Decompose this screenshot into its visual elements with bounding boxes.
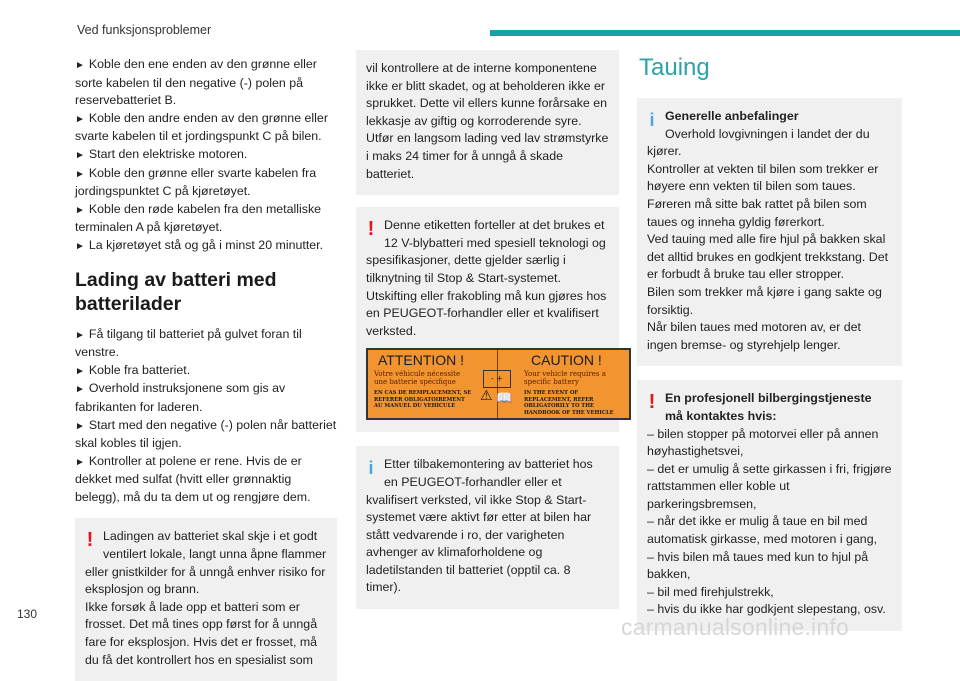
section-title: Tauing — [639, 54, 710, 81]
step-text: Kontroller at polene er rene. Hvis de er dekket med sulfat (hvitt eller grønnaktig belegg), må du ta dem ut og rengjøre dem. — [75, 453, 311, 504]
page-number: 130 — [17, 607, 38, 621]
section-heading: Lading av batteri med batterilader — [75, 268, 277, 315]
step-item — [75, 326, 337, 362]
step-item — [75, 110, 337, 146]
battery-label-image — [366, 348, 631, 420]
continued-text: vil kontrollere at de interne komponentene ikke er blitt skadet, og at beholderen ikke er sprukket. Dette vil ellers kunne forårsake en lekkasje av giftig og korroderende syre. Utfør en langsom lading ved lav strømstyrke i maks 24 timer for å unngå å skade batteriet. — [366, 61, 609, 181]
label-en-small: IN THE EVENT OF REPLACEMENT, REFER OBLIGATORILY TO THE HANDBOOK OF THE VEHICLE — [524, 390, 614, 416]
column-1 — [75, 56, 337, 681]
warning-icon: ! — [648, 391, 656, 414]
warning-list-item: – bilen stopper på motorvei eller på annen høyhastighetsvei, — [647, 426, 879, 459]
warning-list — [647, 426, 892, 620]
arrow-icon: ► — [75, 384, 85, 396]
warning-list-item: – bil med firehjulstrekk, — [647, 584, 774, 599]
info-title: Generelle anbefalinger — [665, 109, 799, 123]
watermark: carmanualsonline.info — [621, 614, 849, 640]
step-text: Koble fra batteriet. — [88, 362, 191, 377]
column-2 — [356, 50, 619, 609]
info-box-general — [637, 98, 902, 366]
step-text: Koble den ene enden av den grønne eller sorte kabelen til den negative (-) polen på reservebatteriet B. — [75, 57, 317, 108]
arrow-icon: ► — [75, 329, 85, 341]
step-text: Overhold instruksjonene som gis av fabrikanten for laderen. — [75, 381, 286, 414]
warning-box-towing — [637, 380, 902, 631]
label-en-sub: Your vehicle requires a specific battery — [524, 370, 606, 387]
arrow-icon: ► — [75, 240, 85, 252]
step-item — [75, 417, 337, 453]
step-item — [75, 362, 337, 381]
arrow-icon: ► — [75, 420, 85, 432]
step-text: Start den elektriske motoren. — [88, 146, 248, 161]
step-item — [75, 56, 337, 110]
warning-icon: ! — [86, 529, 94, 552]
info-text: Overhold lovgivningen i landet der du kjører. Kontroller at vekten til bilen som trekker er høyere enn vekten til bilen som taues. Føreren må sitte bak rattet på bilen som taues og inneha gyldig førerkort. Ved tauing med alle fire hjul på bakken skal det alltid brukes en godkjent trekkstang. Det er forbudt å bruke tau eller stropper. Bilen som trekker må kjøre i gang sakte og forsiktig. Når bilen taues med motoren av, er det ingen bremse- og styrehjelp lenger. — [647, 126, 889, 352]
info-text: Etter tilbakemontering av batteriet hos en PEUGEOT-forhandler eller et kvalifisert verksted, vil ikke Stop & Start-systemet være aktivt før etter at bilen har stått vedvarende i ro, der varigheten avhenger av klimaforholdene og ladetilstanden til batteriet (opptil ca. 8 timer). — [366, 457, 593, 595]
warning-box-label — [356, 207, 619, 432]
warning-title: En profesjonell bilbergingstjeneste må kontaktes hvis: — [665, 391, 872, 423]
warning-box-charging — [75, 518, 337, 681]
label-fr-sub: Votre véhicule nécessite une batterie spécifique — [374, 370, 461, 387]
step-text: Få tilgang til batteriet på gulvet foran til venstre. — [75, 326, 302, 360]
handbook-icon: 📖 — [496, 391, 513, 407]
step-text: Koble den røde kabelen fra den metalliske terminalen A på kjøretøyet. — [75, 201, 322, 235]
warning-icon: ! — [367, 218, 375, 241]
step-text: La kjøretøyet stå og gå i minst 20 minutter. — [88, 237, 324, 252]
step-text: Koble den grønne eller svarte kabelen fra jordingspunktet C på kjøretøyet. — [75, 165, 317, 199]
step-item — [75, 165, 337, 201]
warning-text: Ladingen av batteriet skal skje i et godt ventilert lokale, langt unna åpne flammer eller gnistkilder for å unngå enhver risiko for eksplosjon og brann. Ikke forsøk å lade opp et batteri som er frosset. Det må tines opp først for å unngå fare for eksplosjon. Hvis det er frosset, må du få det kontrollert hos en spesialist som — [85, 529, 327, 667]
header-accent-bar — [490, 30, 960, 36]
warning-list-item: – det er umulig å sette girkassen i fri, frigjøre rattstammen eller koble ut parkeringsbremsen, — [647, 461, 892, 511]
continued-box — [356, 50, 619, 195]
warning-list-item: – hvis du ikke har godkjent slepestang, osv. — [647, 602, 886, 617]
column-3 — [637, 52, 902, 631]
label-fr-small: EN CAS DE REMPLACEMENT, SE REFERER OBLIGATOIREMENT AU MANUEL DU VEHICULE — [374, 390, 472, 410]
step-item — [75, 237, 337, 256]
warning-list-item: – hvis bilen må taues med kun to hjul på bakken, — [647, 549, 869, 582]
header-title: Ved funksjonsproblemer — [77, 23, 212, 37]
info-icon: i — [368, 458, 374, 479]
arrow-icon: ► — [75, 204, 85, 216]
step-item — [75, 201, 337, 237]
arrow-icon: ► — [75, 456, 85, 468]
arrow-icon: ► — [75, 168, 85, 180]
step-item — [75, 146, 337, 165]
step-item — [75, 453, 337, 507]
arrow-icon: ► — [75, 113, 85, 125]
step-item — [75, 380, 337, 416]
battery-symbol-icon: - + — [483, 370, 511, 388]
label-warning-text: Denne etiketten forteller at det brukes et 12 V-blybatteri med spesiell teknologi og spesifikasjoner, dette gjelder særlig i tilknytning til Stop & Start-systemet. Utskifting eller frakobling må kun gjøres hos en PEUGEOT-forhandler eller et kvalifisert verksted. — [366, 218, 607, 338]
step-text: Koble den andre enden av den grønne eller svarte kabelen til et jordingspunkt C på bilen. — [75, 110, 328, 144]
arrow-icon: ► — [75, 149, 85, 161]
label-attention: ATTENTION ! — [378, 352, 465, 369]
warning-triangle-icon: ⚠ — [480, 388, 493, 405]
arrow-icon: ► — [75, 60, 85, 71]
info-icon: i — [649, 110, 655, 130]
step-text: Start med den negative (-) polen når batteriet skal kobles til igjen. — [75, 417, 337, 451]
info-box-restart — [356, 446, 619, 609]
label-caution: CAUTION ! — [531, 352, 602, 369]
arrow-icon: ► — [75, 365, 85, 377]
warning-list-item: – når det ikke er mulig å taue en bil med automatisk girkasse, med motoren i gang, — [647, 514, 878, 547]
steps-top — [75, 56, 337, 256]
steps-bottom — [75, 326, 337, 507]
